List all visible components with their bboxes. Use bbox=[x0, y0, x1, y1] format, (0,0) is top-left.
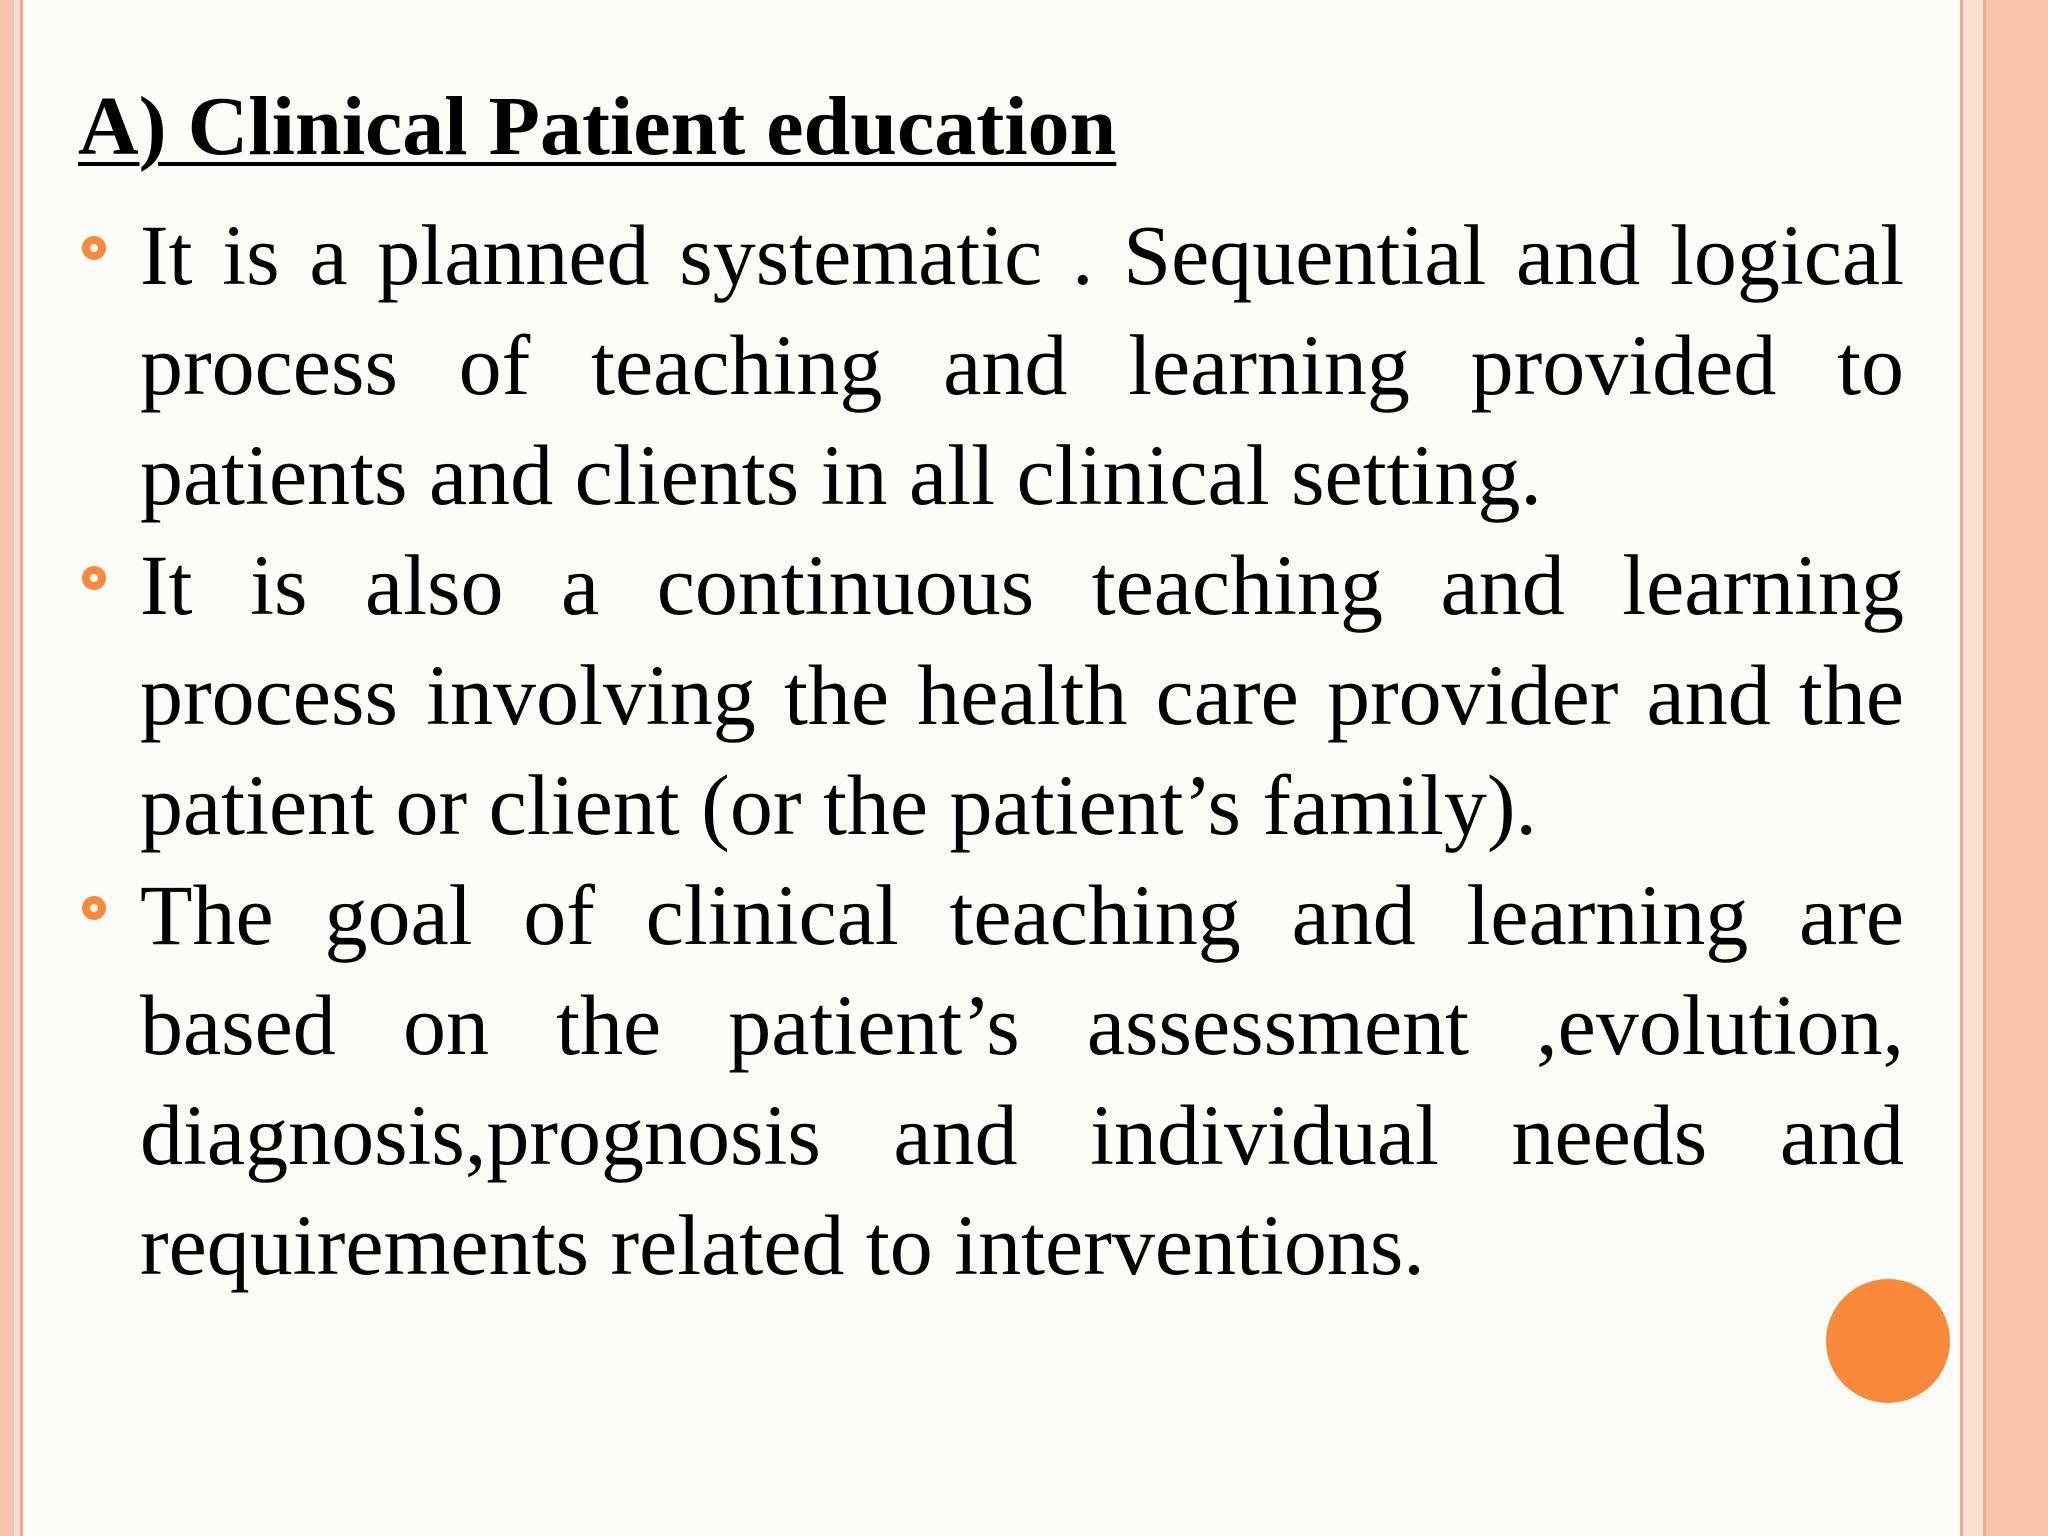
slide-heading: A) Clinical Patient education bbox=[78, 80, 1117, 173]
left-border-band bbox=[0, 0, 14, 1536]
bullet-text: It is also a continuous teaching and learning process involving the health care provider and the patient or client (or the patient’s family). bbox=[140, 537, 1904, 853]
bullet-text: The goal of clinical teaching and learning are based on the patient’s assessment ,evolution, diagnosis,prognosis and individual needs and requirements related to interventions. bbox=[140, 867, 1904, 1293]
left-border-line bbox=[20, 0, 23, 1536]
right-border-inner-band bbox=[1963, 0, 1983, 1536]
right-border-band bbox=[1986, 0, 2048, 1536]
hollow-circle-bullet-icon bbox=[82, 566, 106, 590]
bullet-item bbox=[78, 530, 1904, 860]
bullet-item bbox=[78, 200, 1904, 530]
bullet-list bbox=[78, 200, 1904, 1300]
hollow-circle-bullet-icon bbox=[82, 236, 106, 260]
filled-circle-icon bbox=[1826, 1279, 1950, 1403]
hollow-circle-bullet-icon bbox=[82, 896, 106, 920]
bullet-item bbox=[78, 860, 1904, 1300]
bullet-text: It is a planned systematic . Sequential and logical process of teaching and learning provided to patients and clients in all clinical setting. bbox=[140, 207, 1904, 523]
